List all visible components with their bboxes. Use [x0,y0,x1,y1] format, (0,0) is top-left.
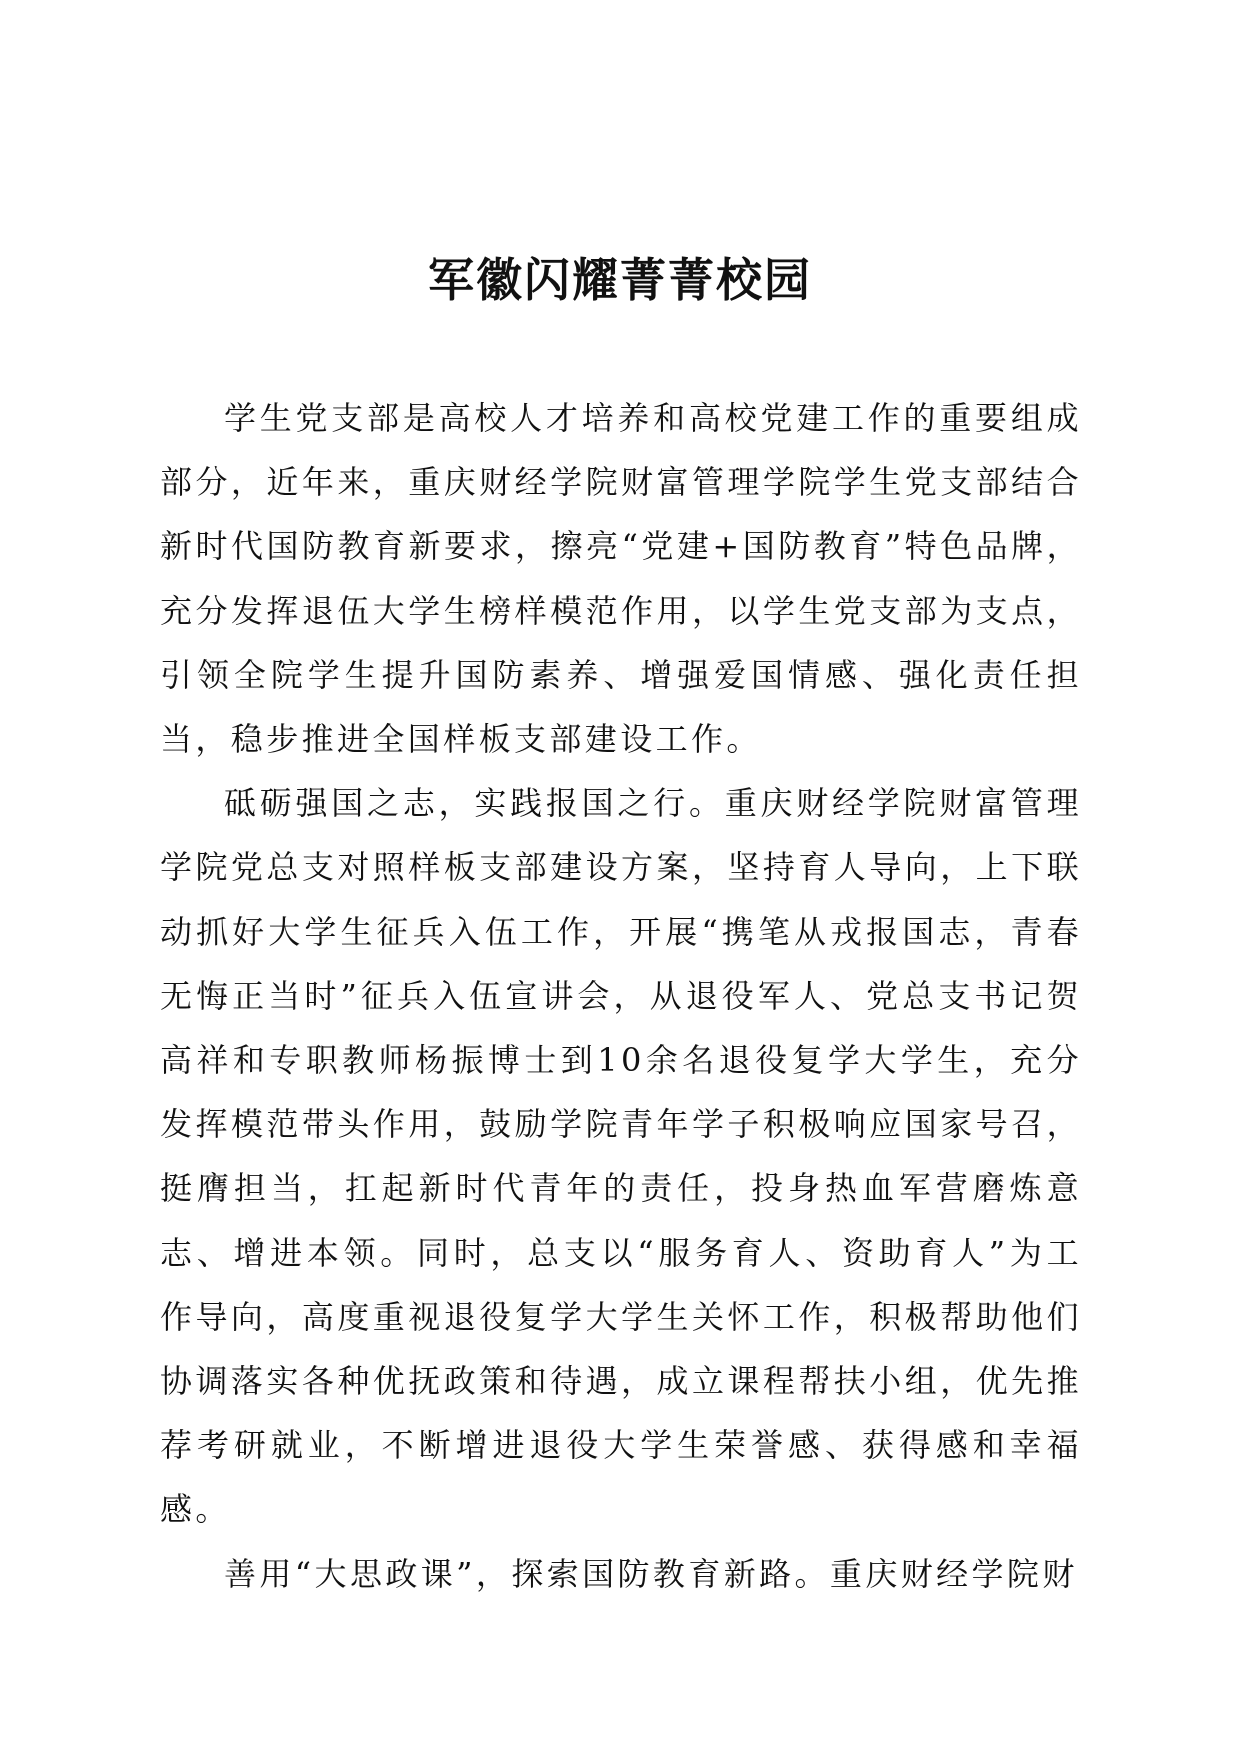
document-title: 军徽闪耀菁菁校园 [428,253,812,307]
paragraph-3: 善用“大思政课”，探索国防教育新路。重庆财经学院财 [224,1554,1078,1593]
document-body [160,386,1082,1606]
paragraph-1: 学生党支部是高校人才培养和高校党建工作的重要组成部分，近年来，重庆财经学院财富管理学院学生党支部结合新时代国防教育新要求，擦亮“党建+国防教育”特色品牌，充分发挥退伍大学生榜样模范作用，以学生党支部为支点，引领全院学生提升国防素养、增强爱国情感、强化责任担当，稳步推进全国样板支部建设工作。 [160,399,1082,759]
paragraph-2: 砥砺强国之志，实践报国之行。重庆财经学院财富管理学院党总支对照样板支部建设方案，坚持育人导向，上下联动抓好大学生征兵入伍工作，开展“携笔从戎报国志，青春无悔正当时”征兵入伍宣讲会，从退役军人、党总支书记贺高祥和专职教师杨振博士到10余名退役复学大学生，充分发挥模范带头作用，鼓励学院青年学子积极响应国家号召，挺膺担当，扛起新时代青年的责任，投身热血军营磨炼意志、增进本领。同时，总支以“服务育人、资助育人”为工作导向，高度重视退役复学大学生关怀工作，积极帮助他们协调落实各种优抚政策和待遇，成立课程帮扶小组，优先推荐考研就业，不断增进退役大学生荣誉感、获得感和幸福感。 [160,784,1082,1529]
